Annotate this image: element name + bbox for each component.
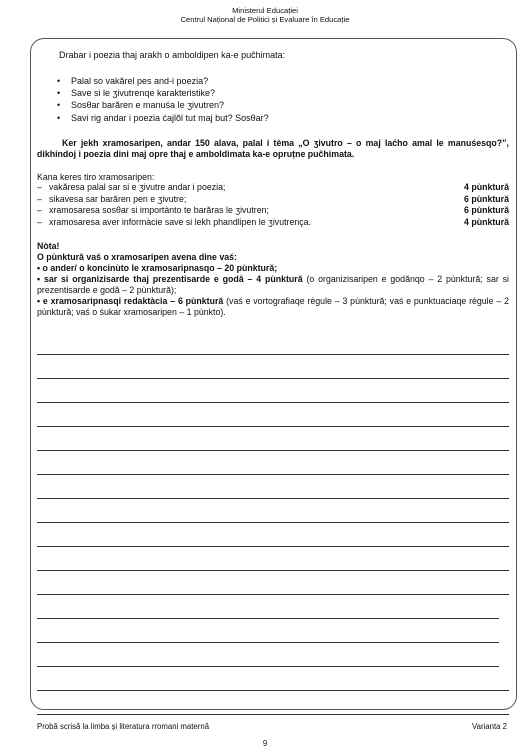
criterion-row	[37, 205, 509, 217]
note-item	[37, 274, 509, 296]
answer-line	[37, 522, 509, 523]
answer-lines	[37, 330, 509, 702]
note-item-bold: sar si organizisarde thaj prezentisarde e godă – 4 pùnktură	[43, 274, 303, 284]
answer-line	[37, 642, 499, 643]
criterion-points: 4 pùnktură	[464, 216, 509, 227]
page-number: 9	[262, 739, 268, 748]
scoring-note	[37, 241, 509, 318]
answer-line	[37, 546, 509, 547]
note-item	[37, 296, 509, 318]
question-item: • Savi rig andar i poezia ćajlŏl tut maj but? Sosθar?	[55, 112, 269, 124]
criterion-row	[37, 182, 509, 194]
criterion-text: xramosaresa aver informàcie save si lekh phandlipen le ʒivutrença.	[49, 216, 311, 227]
criterion-text: vakăresa palal sar si e ʒivutre andar i poezia;	[49, 182, 226, 192]
question-list	[55, 75, 269, 124]
note-bullet: •	[37, 263, 41, 273]
criterion-dash: –	[37, 216, 42, 227]
criterion-row	[37, 194, 509, 206]
document-header	[0, 6, 530, 24]
criterion-points: 6 pùnktură	[464, 205, 509, 215]
answer-line	[37, 402, 509, 403]
criterion-dash: –	[37, 205, 42, 215]
answer-line	[37, 570, 509, 571]
answer-line	[37, 690, 509, 691]
note-item-bold: e xramosaripnasqi redaktàcia – 6 pùnktură	[42, 296, 224, 306]
exercise-instruction: Drabar i poezia thaj arakh o amboldipen ka-e puĉhimata:	[59, 50, 286, 60]
question-item: • Palal so vakărel pes and-i poezia?	[55, 75, 269, 87]
answer-line	[37, 474, 509, 475]
answer-line	[37, 378, 509, 379]
note-lead: O pùnktură vaś o xramosaripen avena dine vaś:	[37, 252, 237, 262]
answer-line	[37, 714, 509, 715]
header-ministry: Ministerul Educației	[232, 6, 298, 15]
answer-line	[37, 666, 499, 667]
header-center: Centrul Național de Politici și Evaluare în Educație	[180, 15, 350, 24]
criterion-text: xramosaresa sosθar si importànto te barăras le ʒivutren;	[49, 205, 269, 215]
criteria-title: Kana keres tiro xramosaripen:	[37, 172, 155, 182]
footer-exam-title: Probă scrisă la limba și literatura rromani maternă	[37, 722, 210, 731]
criterion-row	[37, 217, 509, 229]
note-bullet: •	[37, 296, 41, 306]
answer-line	[37, 354, 509, 355]
answer-line	[37, 618, 499, 619]
criterion-dash: –	[37, 182, 42, 192]
criteria-list	[37, 182, 509, 228]
footer-variant: Varianta 2	[472, 722, 507, 731]
note-item-bold: o ander/ o koncinùto le xramosaripnasqo – 20 pùnktură;	[42, 263, 278, 273]
criterion-text: sikavesa sar barăren pen e ʒivutre;	[49, 193, 187, 204]
answer-line	[37, 498, 509, 499]
writing-task: Ker jekh xramosaripen, andar 150 alava, palal i tèma „O ʒivutro – o maj laćho amal le manuśesqo?”, dikhindoj i poezia dini maj opre thaj e amboldimata ka-e opruțne puĉhimata.	[37, 138, 509, 159]
note-bullet: •	[37, 274, 41, 284]
note-title: Nòta!	[37, 241, 60, 251]
answer-line	[37, 594, 509, 595]
answer-line	[37, 450, 509, 451]
note-item	[37, 263, 509, 274]
note-item-detail: (o organizisaripen e godănqo – 2 pùnktură; sar si prezentisarde e godă – 2 pùnktură);	[37, 274, 509, 295]
note-item-detail: (vaś e vortografiaqe règule – 3 pùnktură; vaś e punktuaciaqe règule – 2 pùnktură; vaś o śukar xramosaripen – 1 pùnkto).	[37, 296, 509, 317]
criterion-points: 4 pùnktură	[464, 182, 509, 192]
question-item: • Save si le ʒivutrenqe karakteristike?	[55, 87, 269, 99]
answer-line	[37, 426, 509, 427]
criterion-dash: –	[37, 193, 42, 204]
question-item: • Sosθar barăren e manuśa le ʒivutren?	[55, 99, 269, 111]
criterion-points: 6 pùnktură	[464, 193, 509, 204]
